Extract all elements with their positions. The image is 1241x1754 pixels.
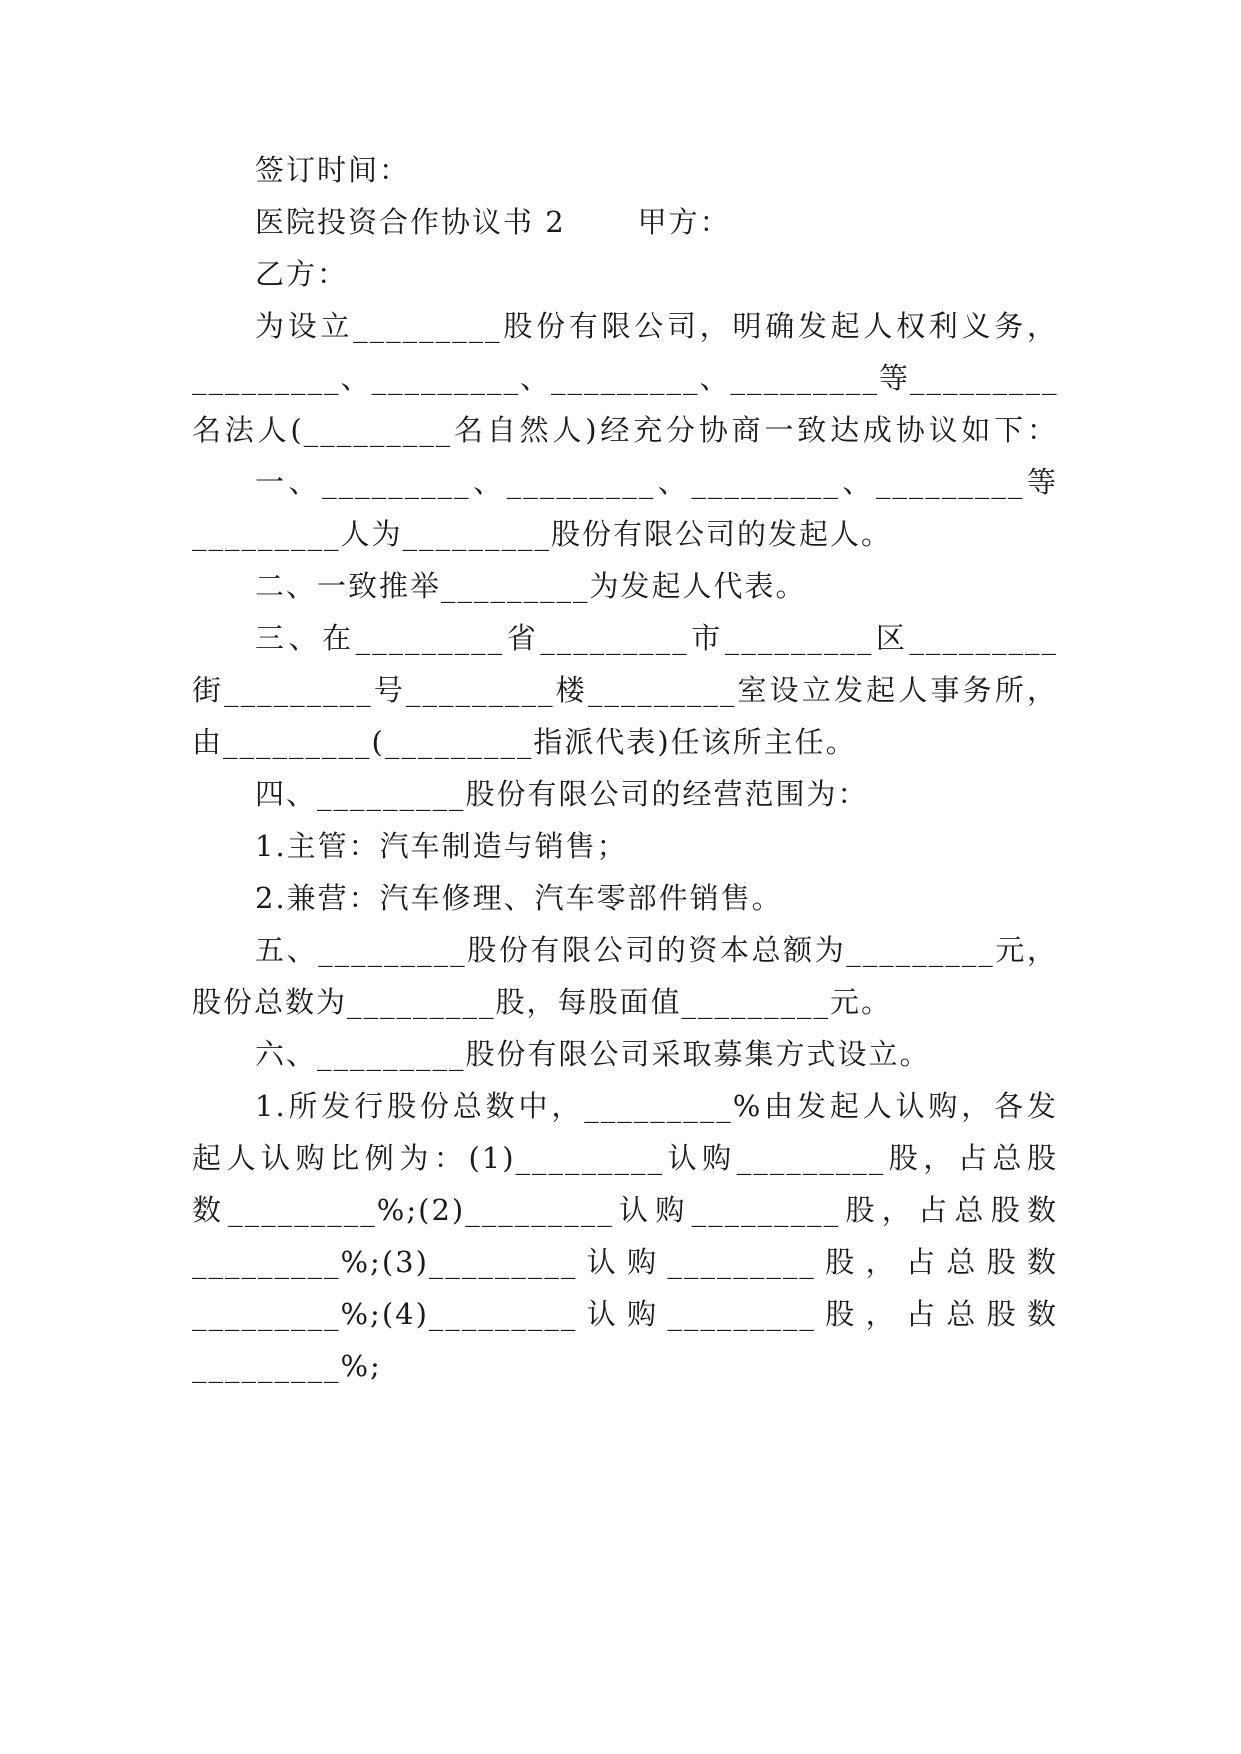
paragraph-line: 五、_________股份有限公司的资本总额为_________元， xyxy=(255,933,1058,967)
paragraph-line: _________、_________、_________、_________等_________ xyxy=(192,361,1059,395)
paragraph-line: 由_________(_________指派代表)任该所主任。 xyxy=(192,725,857,759)
party-a-label: 甲方： xyxy=(637,205,731,239)
paragraph-line: 四、_________股份有限公司的经营范围为： xyxy=(255,777,869,811)
list-item: 1.主管：汽车制造与销售； xyxy=(255,829,628,863)
paragraph-line: 六、_________股份有限公司采取募集方式设立。 xyxy=(255,1037,931,1071)
paragraph-line: 名法人(_________名自然人)经充分协商一致达成协议如下： xyxy=(192,413,1058,447)
list-item: 1.所发行股份总数中，_________%由发起人认购，各发 xyxy=(255,1089,1058,1123)
paragraph-line: _________%;(3)_________认购_________股，占总股数 xyxy=(192,1245,1058,1279)
paragraph-line: _________%; xyxy=(192,1349,382,1383)
paragraph-line: _________人为_________股份有限公司的发起人。 xyxy=(192,517,893,551)
paragraph-line: 起人认购比例为：(1)_________认购_________股，占总股 xyxy=(192,1141,1058,1175)
paragraph-line: _________%;(4)_________认购_________股，占总股数 xyxy=(192,1297,1058,1331)
paragraph-line: 街_________号_________楼_________室设立发起人事务所， xyxy=(192,673,1058,707)
paragraph-line: 三、在_________省_________市_________区_________ xyxy=(255,621,1058,655)
document-title-line xyxy=(255,202,1058,242)
paragraph-line: 二、一致推举_________为发起人代表。 xyxy=(255,569,807,603)
list-item: 2.兼营：汽车修理、汽车零部件销售。 xyxy=(255,881,783,915)
paragraph-line: 一、_________、_________、_________、_________等 xyxy=(255,465,1058,499)
party-b-label: 乙方： xyxy=(255,257,349,291)
document-title: 医院投资合作协议书 2 xyxy=(255,205,566,239)
signing-time-label: 签订时间： xyxy=(255,153,411,187)
paragraph-line: 数_________%;(2)_________认购_________股，占总股数 xyxy=(192,1193,1058,1227)
paragraph-line: 股份总数为_________股，每股面值_________元。 xyxy=(192,985,893,1019)
paragraph-line: 为设立_________股份有限公司，明确发起人权利义务， xyxy=(255,309,1058,343)
